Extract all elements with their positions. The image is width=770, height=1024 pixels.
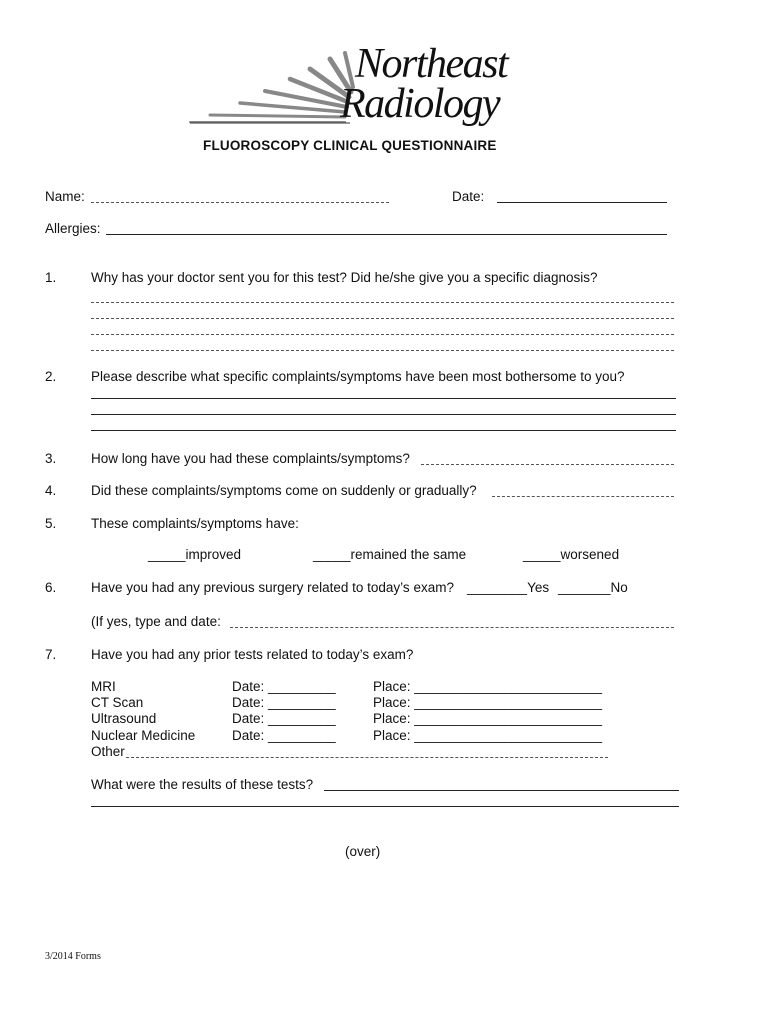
allergies-label: Allergies: — [45, 221, 101, 236]
option-yes[interactable]: ________Yes — [467, 580, 550, 595]
question-6-number: 6. — [45, 580, 57, 595]
results-question: What were the results of these tests? — [91, 777, 314, 792]
footer-form-version: 3/2014 Forms — [45, 951, 101, 962]
test-name-nuclear-medicine: Nuclear Medicine — [91, 728, 196, 743]
test-name-mri: MRI — [91, 679, 116, 694]
results-field[interactable] — [324, 790, 679, 791]
logo-line-1: Northeast — [355, 41, 508, 87]
option-improved[interactable]: _____improved — [148, 547, 242, 562]
name-field[interactable] — [91, 202, 389, 203]
test-date-nuclear-medicine[interactable]: Date: _________ — [232, 728, 336, 743]
answer-1-line[interactable] — [91, 318, 674, 319]
allergies-field[interactable] — [106, 234, 667, 235]
name-label: Name: — [45, 189, 85, 204]
question-5-text: These complaints/symptoms have: — [91, 516, 299, 531]
test-place-nuclear-medicine[interactable]: Place: _________________________ — [373, 728, 602, 743]
answer-2-line[interactable] — [91, 414, 676, 415]
answer-3-line[interactable] — [421, 464, 674, 465]
test-name-ultrasound: Ultrasound — [91, 711, 157, 726]
question-4-text: Did these complaints/symptoms come on suddenly or gradually? — [91, 483, 477, 498]
test-date-ultrasound[interactable]: Date: _________ — [232, 711, 336, 726]
question-5-number: 5. — [45, 516, 57, 531]
question-1-number: 1. — [45, 270, 57, 285]
question-7-text: Have you had any prior tests related to today’s exam? — [91, 647, 414, 662]
surgery-followup-label: (If yes, type and date: — [91, 614, 221, 629]
answer-2-line[interactable] — [91, 398, 676, 399]
answer-1-line[interactable] — [91, 334, 674, 335]
question-7-number: 7. — [45, 647, 57, 662]
results-field-line-2[interactable] — [91, 806, 679, 807]
question-2-number: 2. — [45, 369, 57, 384]
question-1-text: Why has your doctor sent you for this test? Did he/she give you a specific diagnosis? — [91, 270, 598, 285]
answer-2-line[interactable] — [91, 430, 676, 431]
option-remained-same[interactable]: _____remained the same — [313, 547, 467, 562]
logo-line-2: Radiology — [340, 81, 500, 127]
question-3-text: How long have you had these complaints/symptoms? — [91, 451, 410, 466]
test-place-ct-scan[interactable]: Place: _________________________ — [373, 695, 602, 710]
answer-1-line[interactable] — [91, 302, 674, 303]
test-name-other: Other — [91, 744, 125, 759]
test-date-ct-scan[interactable]: Date: _________ — [232, 695, 336, 710]
question-2-text: Please describe what specific complaints/symptoms have been most bothersome to you? — [91, 369, 625, 384]
option-no[interactable]: _______No — [558, 580, 628, 595]
answer-1-line[interactable] — [91, 350, 674, 351]
date-label: Date: — [452, 189, 485, 204]
test-name-ct-scan: CT Scan — [91, 695, 144, 710]
form-title: FLUOROSCOPY CLINICAL QUESTIONNAIRE — [203, 138, 497, 153]
test-date-mri[interactable]: Date: _________ — [232, 679, 336, 694]
test-other-field[interactable] — [126, 757, 608, 758]
option-worsened[interactable]: _____worsened — [523, 547, 620, 562]
date-field[interactable] — [497, 202, 667, 203]
over-label: (over) — [345, 844, 381, 859]
question-3-number: 3. — [45, 451, 57, 466]
surgery-followup-field[interactable] — [230, 627, 674, 628]
test-place-ultrasound[interactable]: Place: _________________________ — [373, 711, 602, 726]
logo — [185, 41, 545, 135]
question-4-number: 4. — [45, 483, 57, 498]
answer-4-line[interactable] — [492, 496, 674, 497]
test-place-mri[interactable]: Place: _________________________ — [373, 679, 602, 694]
question-6-text: Have you had any previous surgery related to today’s exam? — [91, 580, 454, 595]
